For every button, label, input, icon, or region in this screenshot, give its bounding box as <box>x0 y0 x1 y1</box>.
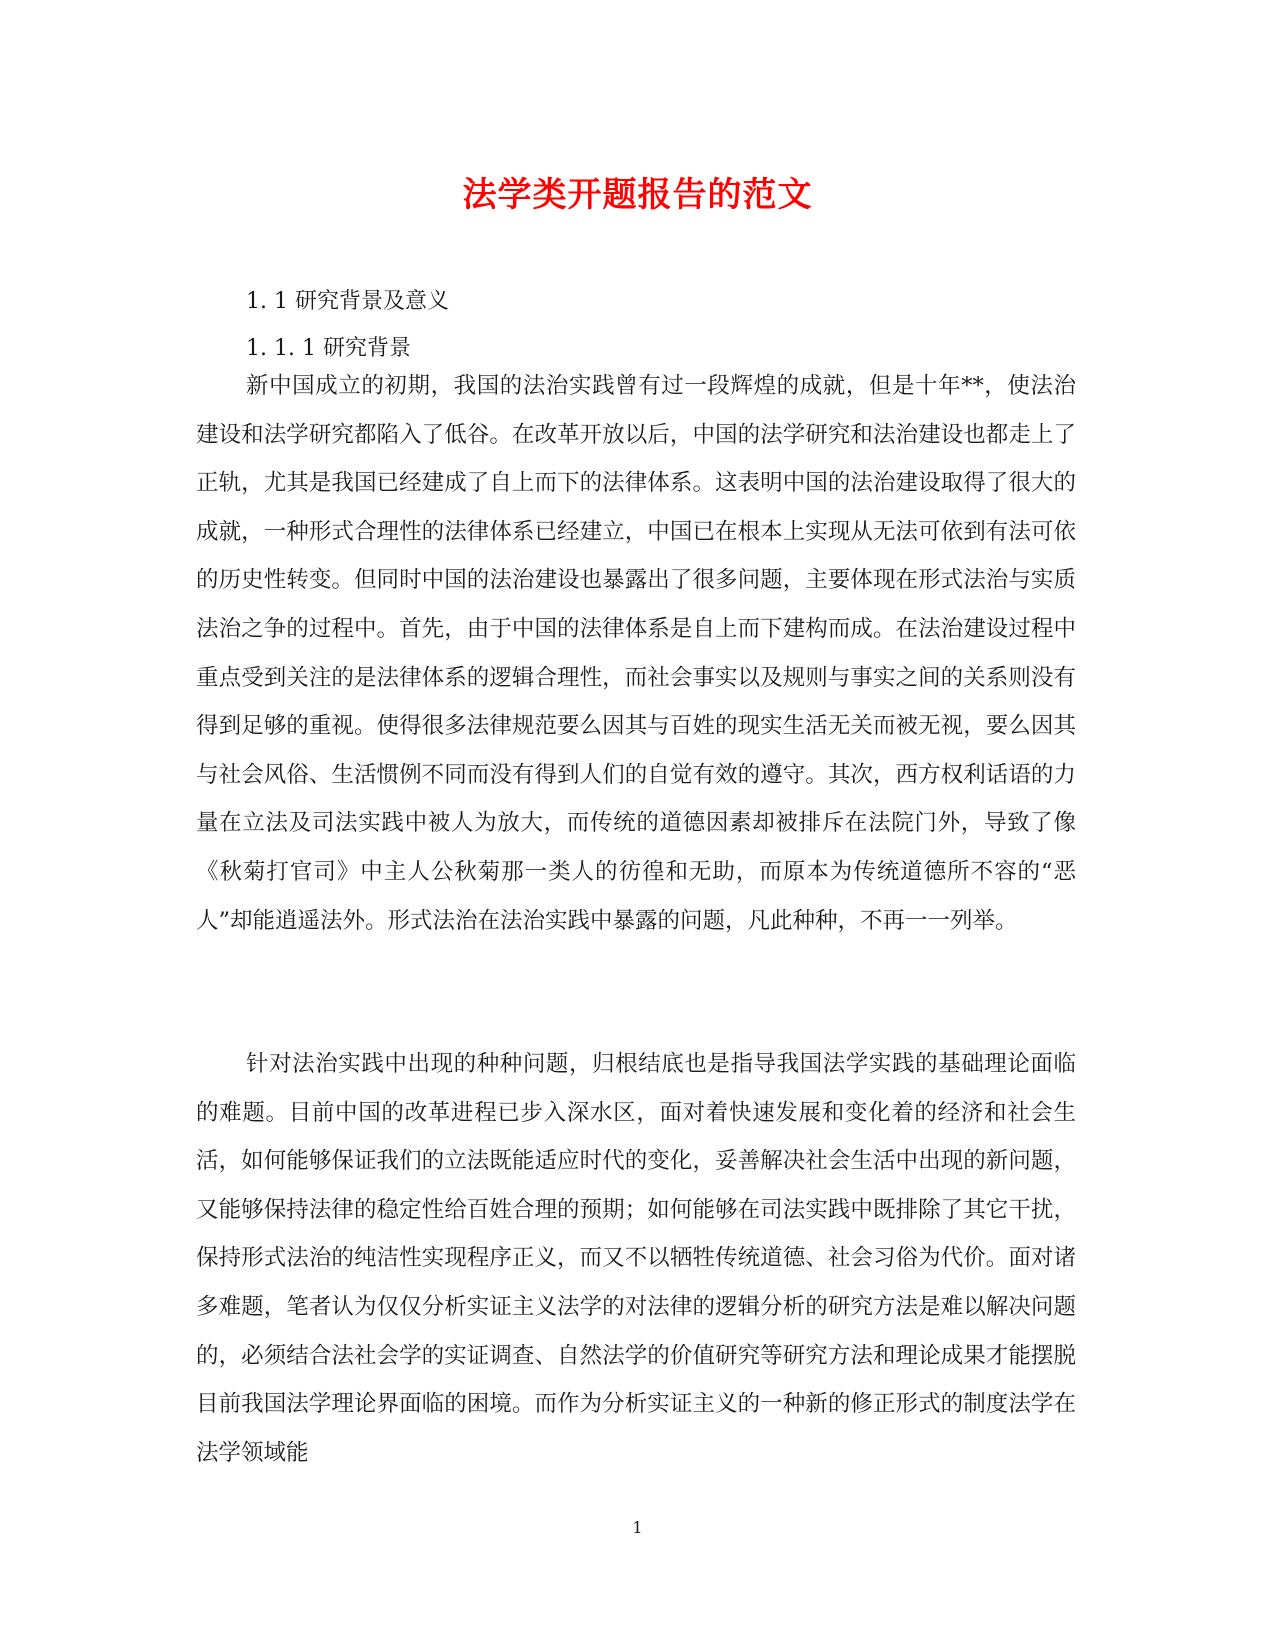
body-paragraph-2: 针对法治实践中出现的种种问题，归根结底也是指导我国法学实践的基础理论面临的难题。目前中国的改革进程已步入深水区，面对着快速发展和变化着的经济和社会生活，如何能够保证我们的立法既能适应时代的变化，妥善解决社会生活中出现的新问题，又能够保持法律的稳定性给百姓合理的预期；如何能够在司法实践中既排除了其它干扰，保持形式法治的纯洁性实现程序正义，而又不以牺牲传统道德、社会习俗为代价。面对诸多难题，笔者认为仅仅分析实证主义法学的对法律的逻辑分析的研究方法是难以解决问题的，必须结合法社会学的实证调查、自然法学的价值研究等研究方法和理论成果才能摆脱目前我国法学理论界面临的困境。而作为分析实证主义的一种新的修正形式的制度法学在法学领域能 <box>196 1051 1076 1466</box>
document-title: 法学类开题报告的范文 <box>462 175 813 215</box>
subsection-heading: 1. 1. 1 研究背景 <box>246 336 411 361</box>
body-paragraph-1: 新中国成立的初期，我国的法治实践曾有过一段辉煌的成就，但是十年**，使法治建设和法学研究都陷入了低谷。在改革开放以后，中国的法学研究和法治建设也都走上了正轨，尤其是我国已经建成了自上而下的法律体系。这表明中国的法治建设取得了很大的成就，一种形式合理性的法律体系已经建立，中国已在根本上实现从无法可依到有法可依的历史性转变。但同时中国的法治建设也暴露出了很多问题，主要体现在形式法治与实质法治之争的过程中。首先，由于中国的法律体系是自上而下建构而成。在法治建设过程中重点受到关注的是法律体系的逻辑合理性，而社会事实以及规则与事实之间的关系则没有得到足够的重视。使得很多法律规范要么因其与百姓的现实生活无关而被无视，要么因其与社会风俗、生活惯例不同而没有得到人们的自觉有效的遵守。其次，西方权利话语的力量在立法及司法实践中被人为放大，而传统的道德因素却被排斥在法院门外，导致了像《秋菊打官司》中主人公秋菊那一类人的彷徨和无助，而原本为传统道德所不容的“恶人”却能逍遥法外。形式法治在法治实践中暴露的问题，凡此种种，不再一一列举。 <box>196 373 1076 934</box>
page-number: 1 <box>632 1518 643 1537</box>
section-heading: 1. 1 研究背景及意义 <box>246 289 449 314</box>
